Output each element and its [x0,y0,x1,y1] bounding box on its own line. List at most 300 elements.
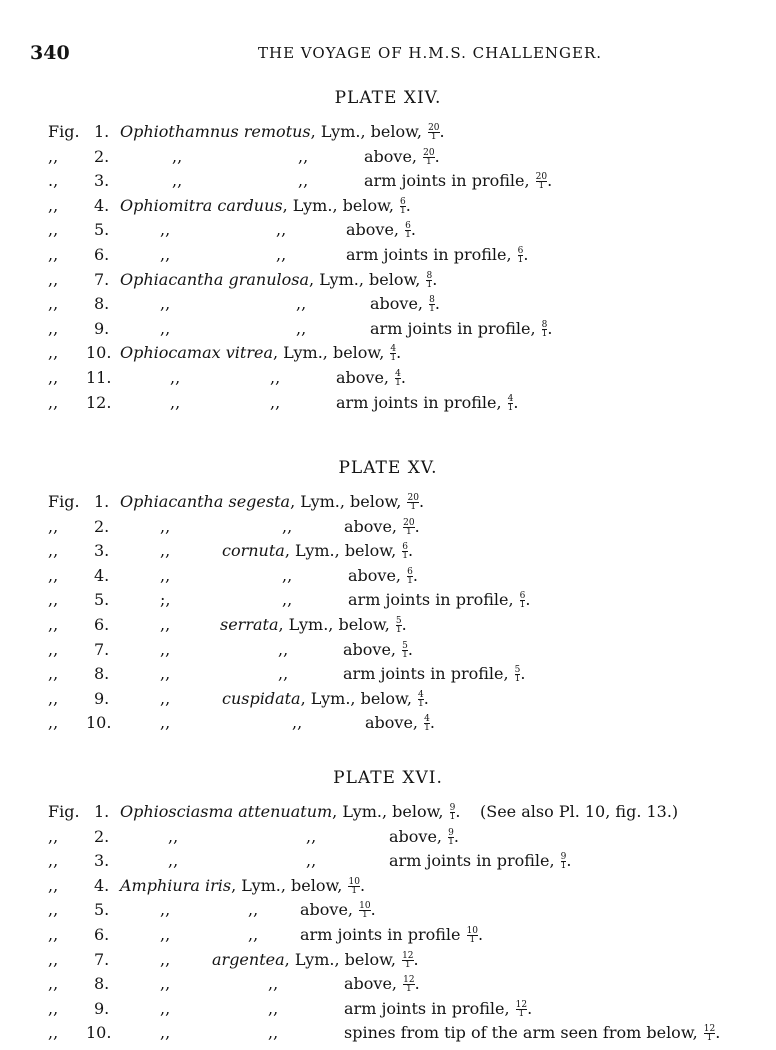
ditto-mark: ,, [298,146,309,166]
figure-lead: ,, [48,851,59,871]
end-period: . [715,1023,721,1043]
figure-lead: Fig. [48,492,80,511]
figure-line [0,900,776,924]
figure-description [370,319,552,338]
running-head: THE VOYAGE OF H.M.S. CHALLENGER. [258,44,603,62]
ditto-mark: ,, [268,1023,279,1043]
ditto-mark: ,, [248,925,259,944]
species-authority: , Lym., below, [282,195,394,215]
magnification-denominator: 1 [418,698,424,709]
species-entry [120,876,365,895]
figure-number: 9. [94,688,110,708]
magnification-numerator: 9 [560,852,567,863]
figure-number: 8. [94,664,110,684]
description-text: arm joints in profile, [370,318,536,338]
species-entry [120,122,445,141]
magnification-numerator: 12 [403,975,415,986]
figure-lead: ,, [48,565,59,585]
plate-title: PLATE XIV. [334,88,442,108]
end-period: . [412,565,418,585]
magnification-denominator: 1 [448,836,454,847]
figure-description [343,640,413,659]
description-text: arm joints in profile, [389,851,555,871]
species-name: cornuta [222,541,285,561]
figure-number: 10. [86,713,112,733]
description-text: arm joints in profile, [336,392,502,412]
figure-description [348,566,418,585]
ditto-mark: ,, [168,851,179,871]
figure-number: 8. [94,294,110,314]
end-period: . [401,615,407,634]
figure-description [344,1023,720,1042]
species-authority: , Lym., below, [310,122,422,141]
end-period: . [414,516,420,536]
ditto-mark: ,, [248,900,259,920]
species-name: Ophiocamax vitrea [120,343,273,363]
description-text: arm joints in profile, [343,664,509,684]
species-entry [222,689,429,708]
figure-lead: ,, [48,998,59,1018]
species-name: Ophiacantha segesta [120,492,291,511]
magnification-fraction [348,878,359,895]
species-authority: , Lym., below, [278,615,390,634]
species-entry [120,492,424,511]
figure-line [0,343,776,367]
ditto-mark: ,, [170,368,181,387]
figure-number: 11. [86,368,112,387]
figure-line [0,245,776,269]
end-period: . [455,802,461,821]
ditto-mark: ,, [270,392,281,412]
figure-line [0,517,776,541]
ditto-mark: ,, [170,392,181,412]
species-name: Ophiomitra carduus [120,195,283,215]
ditto-mark: ,, [282,590,293,610]
figure-description [365,713,435,732]
figure-lead: ,, [48,639,59,659]
ditto-mark: ,, [298,171,309,191]
ditto-mark: ,, [276,220,287,240]
figure-line [0,689,776,713]
figure-number: 5. [94,900,110,920]
figure-number: 2. [94,516,110,536]
ditto-mark: ,, [160,949,171,969]
species-name: Ophiothamnus remotus [120,122,311,141]
figure-lead: ,, [48,1023,59,1043]
description-text: arm joints in profile [300,925,461,944]
species-entry [222,541,413,560]
figure-lead: ,, [48,516,59,536]
ditto-mark: ,, [168,826,179,846]
figure-description [389,851,571,870]
magnification-denominator: 1 [514,674,521,685]
figure-lead: ,, [48,392,59,412]
species-authority: , Lym., below, [290,492,402,511]
end-period: . [423,688,429,708]
end-period: . [407,639,413,659]
figure-line [0,802,776,826]
ditto-mark: ,, [282,565,293,585]
magnification-numerator: 6 [402,542,408,553]
end-period: . [478,925,484,944]
description-text: above, [344,516,398,536]
figure-number: 1. [94,122,110,141]
magnification-numerator: 6 [400,196,406,207]
species-entry [220,615,407,634]
ditto-mark: ,, [296,318,307,338]
magnification-denominator: 1 [424,723,430,734]
figure-number: 4. [94,565,110,585]
description-text: spines from tip of the arm seen from below, [344,1023,698,1043]
ditto-mark: ,, [276,245,287,264]
magnification-numerator: 5 [402,640,408,651]
description-text: arm joints in profile, [364,171,530,191]
description-text: above, [343,639,397,659]
description-text: above, [348,565,402,585]
species-entry [120,196,411,215]
magnification-numerator: 9 [449,803,456,813]
figure-number: 3. [94,851,110,871]
figure-lead: ,, [48,875,59,895]
species-authority: , Lym., below, [284,949,396,969]
magnification-denominator: 1 [400,205,406,216]
ditto-mark: ,, [282,516,293,536]
figure-description [344,974,420,993]
magnification-numerator: 4 [418,689,424,700]
end-period: . [520,664,526,684]
magnification-denominator: 1 [541,328,548,339]
magnification-numerator: 20 [428,123,440,133]
species-authority: , Lym., below, [272,343,385,363]
figure-line [0,220,776,244]
magnification-numerator: 4 [395,369,401,379]
ditto-mark: ,, [306,826,317,846]
end-period: . [359,875,366,895]
figure-description [364,147,440,166]
end-period: . [434,146,440,166]
figure-description [300,925,483,944]
magnification-denominator: 1 [467,935,478,944]
end-period: . [453,826,459,846]
cross-reference-note: (See also Pl. 10, fig. 13.) [480,802,679,821]
end-period: . [547,318,553,338]
figure-description [364,171,552,190]
figure-description [336,368,406,387]
ditto-mark: ,, [172,171,183,191]
end-period: . [396,343,402,363]
ditto-mark: ,, [268,998,279,1018]
end-period: . [400,368,406,387]
figure-description [344,517,420,536]
figure-line [0,368,776,392]
end-period: . [413,949,419,969]
end-period: . [407,541,414,561]
magnification-fraction [516,1001,527,1018]
species-entry [120,343,401,362]
magnification-denominator: 1 [407,575,413,586]
magnification-fraction [407,494,418,511]
magnification-numerator: 8 [429,295,435,306]
species-authority: , Lym., below, [284,541,397,561]
figure-line [0,950,776,974]
description-text: above, [346,220,400,240]
figure-lead: ,, [48,615,59,634]
figure-line [0,590,776,614]
figure-number: 6. [94,615,110,634]
figure-lead: ,, [48,949,59,969]
figure-number: 1. [94,802,110,821]
ditto-mark: ,, [160,541,171,561]
magnification-denominator: 1 [519,600,526,611]
ditto-mark: ,, [160,615,171,634]
species-authority: , Lym., below, [300,688,412,708]
magnification-numerator: 5 [514,665,521,676]
species-entry [120,802,460,821]
magnification-denominator: 1 [428,132,439,141]
magnification-denominator: 1 [405,230,411,241]
figure-line [0,713,776,737]
magnification-numerator: 20 [407,493,419,503]
magnification-numerator: 4 [390,344,397,355]
plate-title: PLATE XVI. [333,768,443,788]
figure-line [0,876,776,900]
magnification-fraction [403,976,414,993]
figure-lead: ,, [48,664,59,684]
magnification-denominator: 1 [402,649,408,660]
figure-description [300,900,376,919]
figure-description [344,999,532,1018]
ditto-mark: ,, [160,294,171,314]
end-period: . [405,195,411,215]
figure-lead: ,, [48,343,59,363]
magnification-numerator: 6 [405,221,411,232]
magnification-numerator: 4 [507,393,514,404]
magnification-denominator: 1 [507,402,514,413]
figure-lead: ,, [48,688,59,708]
figure-number: 3. [94,541,110,561]
ditto-mark: ,, [172,146,183,166]
end-period: . [432,269,438,289]
magnification-numerator: 6 [407,566,413,577]
end-period: . [434,294,440,314]
ditto-mark: ,, [160,664,171,684]
figure-lead: ,, [48,925,59,944]
figure-lead: ,, [48,269,59,289]
magnification-denominator: 1 [395,378,401,388]
magnification-fraction [428,124,439,141]
figure-number: 8. [94,974,110,994]
ditto-mark: ,, [160,245,171,264]
magnification-fraction [359,902,370,919]
magnification-fraction [704,1025,715,1042]
species-authority: , Lym., below, [332,802,444,821]
figure-description [348,590,530,609]
magnification-numerator: 9 [448,827,454,838]
magnification-denominator: 1 [426,279,433,290]
figure-number: 9. [94,998,110,1018]
ditto-mark: ,, [160,318,171,338]
figure-number: 3. [94,171,110,191]
species-name: Amphiura iris [120,875,232,895]
figure-line [0,999,776,1023]
figure-line [0,640,776,664]
description-text: above, [370,294,424,314]
description-text: above, [365,713,419,733]
figure-line [0,541,776,565]
description-text: above, [336,368,390,387]
end-period: . [410,220,416,240]
end-period: . [429,713,435,733]
ditto-mark: ,, [160,925,171,944]
magnification-denominator: 1 [395,625,402,635]
ditto-mark: ,, [160,713,171,733]
figure-number: 10. [86,343,112,363]
figure-line [0,851,776,875]
figure-number: 7. [94,639,110,659]
end-period: . [525,590,531,610]
end-period: . [566,851,572,871]
magnification-numerator: 8 [426,270,433,281]
species-entry [120,270,437,289]
ditto-mark: ,, [160,900,171,920]
figure-line [0,974,776,998]
figure-number: 7. [94,949,110,969]
figure-number: 5. [94,220,110,240]
species-name: serrata [220,615,279,634]
magnification-numerator: 12 [703,1024,716,1035]
description-text: arm joints in profile, [346,245,512,264]
end-period: . [370,900,376,920]
end-period: . [439,122,445,141]
magnification-denominator: 1 [516,1009,527,1018]
figure-line [0,1023,776,1047]
figure-lead: ,, [48,220,59,240]
end-period: . [418,492,425,511]
magnification-numerator: 12 [402,950,414,961]
ditto-mark: ,, [268,974,279,994]
magnification-numerator: 12 [515,999,528,1010]
magnification-denominator: 1 [423,157,434,166]
figure-line [0,664,776,688]
species-authority: , Lym., below, [231,875,343,895]
figure-number: 9. [94,318,110,338]
species-name: Ophiacantha granulosa [120,269,310,289]
figure-line [0,147,776,171]
description-text: arm joints in profile, [344,998,510,1018]
magnification-numerator: 20 [403,517,415,528]
magnification-denominator: 1 [449,812,456,822]
figure-description [343,664,525,683]
figure-lead: ,, [48,541,59,561]
description-text: above, [344,974,398,994]
magnification-denominator: 1 [560,861,567,872]
figure-number: 6. [94,925,110,944]
ditto-mark: ,, [270,368,281,387]
magnification-denominator: 1 [359,910,370,919]
figure-lead: Fig. [48,802,80,821]
ditto-mark: ,, [292,713,303,733]
end-period: . [523,245,529,264]
ditto-mark: ,, [160,639,171,659]
figure-line [0,196,776,220]
magnification-numerator: 8 [541,319,548,330]
species-name: Ophiosciasma attenuatum [120,802,333,821]
description-text: above, [389,826,443,846]
magnification-denominator: 1 [704,1033,715,1042]
figure-lead: ,, [48,826,59,846]
magnification-denominator: 1 [402,960,413,969]
figure-line [0,294,776,318]
figure-line [0,319,776,343]
figure-lead: ,, [48,294,59,314]
figure-lead: ,, [48,245,59,264]
ditto-mark: ;, [160,590,171,610]
figure-lead: ., [48,171,59,191]
page-number: 340 [30,42,70,64]
magnification-denominator: 1 [536,181,547,190]
plate-title: PLATE XV. [338,458,438,478]
description-text: above, [364,146,418,166]
figure-description [336,393,518,412]
magnification-fraction [467,927,478,944]
figure-lead: ,, [48,146,59,166]
ditto-mark: ,, [160,516,171,536]
ditto-mark: ,, [160,998,171,1018]
magnification-denominator: 1 [390,353,397,364]
magnification-numerator: 4 [424,714,430,725]
ditto-mark: ,, [160,974,171,994]
figure-description [346,220,416,239]
species-name: argentea [212,949,285,969]
magnification-numerator: 6 [517,246,524,256]
end-period: . [414,974,420,994]
figure-lead: Fig. [48,122,80,141]
species-entry [212,950,419,969]
figure-line [0,393,776,417]
magnification-denominator: 1 [402,551,408,562]
magnification-numerator: 10 [348,876,360,887]
ditto-mark: ,, [160,565,171,585]
figure-lead: ,, [48,974,59,994]
figure-lead: ,, [48,590,59,610]
figure-number: 4. [94,875,110,895]
figure-number: 1. [94,492,110,511]
page-header [30,42,750,68]
figure-lead: ,, [48,195,59,215]
end-period: . [547,171,553,191]
figure-line [0,171,776,195]
figure-lead: ,, [48,368,59,387]
magnification-numerator: 6 [519,591,526,602]
magnification-denominator: 1 [403,527,414,536]
figure-line [0,566,776,590]
figure-line [0,492,776,516]
figure-number: 4. [94,195,110,215]
figure-lead: ,, [48,713,59,733]
figure-number: 6. [94,245,110,264]
figure-number: 12. [86,392,112,412]
figure-description [389,827,459,846]
magnification-fraction [423,149,434,166]
ditto-mark: ,, [278,664,289,684]
ditto-mark: ,, [278,639,289,659]
magnification-fraction [536,173,547,190]
figure-lead: ,, [48,900,59,920]
figure-description [370,294,440,313]
ditto-mark: ,, [160,688,171,708]
description-text: arm joints in profile, [348,590,514,610]
magnification-denominator: 1 [348,886,359,895]
